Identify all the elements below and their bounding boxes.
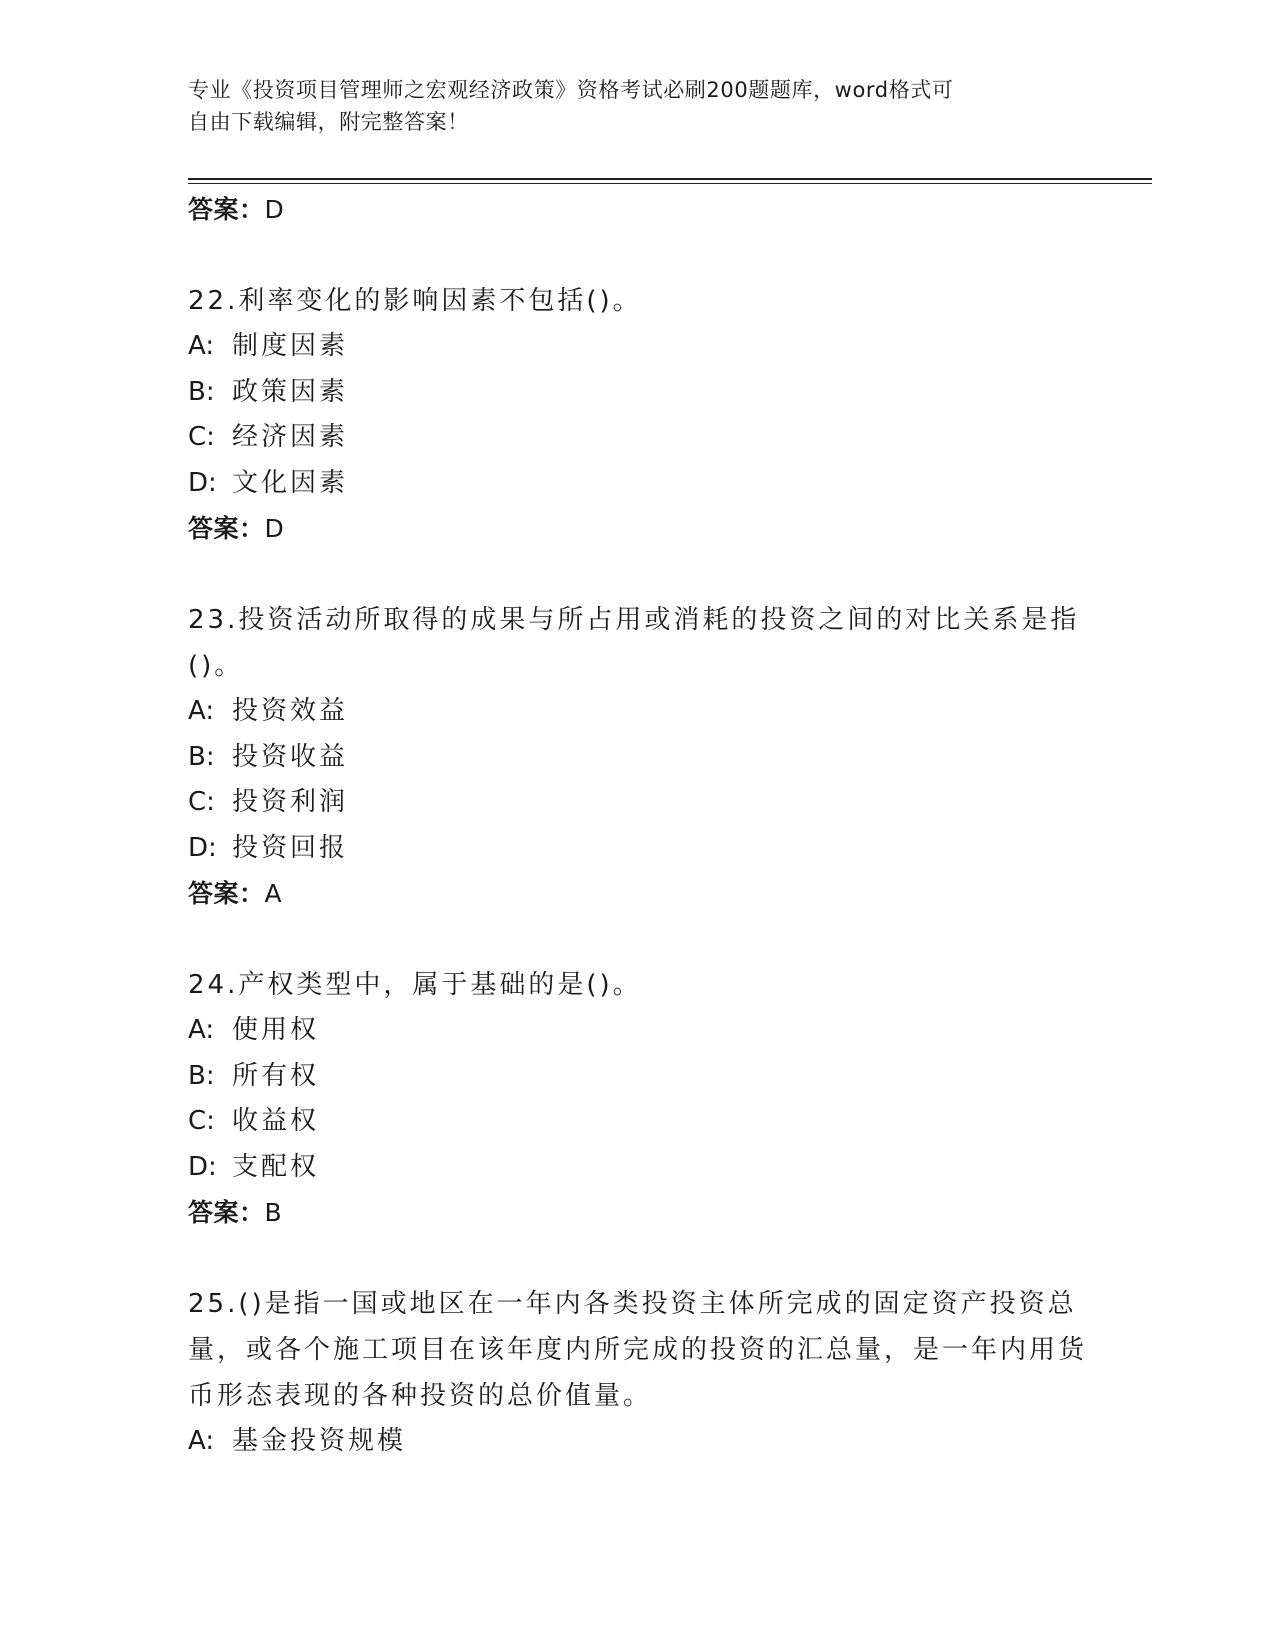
option-text: 基金投资规模 — [232, 1426, 407, 1456]
option-text: 文化因素 — [232, 467, 349, 498]
header-divider-thin — [188, 183, 1152, 184]
spacer — [188, 552, 1088, 597]
option-a — [188, 689, 1088, 735]
option-c — [188, 415, 1088, 461]
question-23 — [188, 597, 1088, 917]
spacer — [188, 1236, 1088, 1281]
question-22 — [188, 278, 1088, 552]
option-text: 政策因素 — [232, 376, 349, 407]
answer-value: D — [264, 514, 285, 543]
answer-label: 答案： — [188, 879, 265, 908]
answer-value: B — [264, 1198, 283, 1227]
document-body — [188, 187, 1088, 1465]
option-letter: C: — [188, 787, 215, 817]
option-text: 制度因素 — [232, 331, 349, 361]
option-a — [188, 1008, 1088, 1054]
option-a — [188, 1419, 1088, 1465]
option-d — [188, 1145, 1088, 1191]
option-d — [188, 826, 1088, 872]
option-c — [188, 1099, 1088, 1145]
option-letter: B: — [188, 1060, 215, 1091]
question-stem: 25.()是指一国或地区在一年内各类投资主体所完成的固定资产投资总量，或各个施工项目在该年度内所完成的投资的汇总量，是一年内用货币形态表现的各种投资的总价值量。 — [188, 1289, 1088, 1411]
answer-line — [188, 187, 1088, 233]
answer-value: A — [264, 879, 283, 908]
option-letter: D: — [188, 1151, 217, 1182]
option-letter: A: — [188, 331, 215, 361]
question-stem: 23.投资活动所取得的成果与所占用或消耗的投资之间的对比关系是指()。 — [188, 605, 1080, 681]
header-divider-thick — [188, 178, 1152, 180]
document-header — [188, 74, 1068, 138]
option-letter: A: — [188, 1426, 215, 1456]
option-letter: A: — [188, 696, 215, 726]
option-letter: A: — [188, 1015, 215, 1045]
answer-label: 答案： — [188, 1198, 265, 1227]
header-line-1: 专业《投资项目管理师之宏观经济政策》资格考试必刷200题题库，word格式可 — [188, 78, 954, 102]
spacer — [188, 233, 1088, 278]
answer-line — [188, 506, 1088, 552]
option-text: 收益权 — [232, 1106, 320, 1136]
option-d — [188, 461, 1088, 507]
option-b — [188, 735, 1088, 781]
option-b — [188, 370, 1088, 416]
answer-line — [188, 1190, 1088, 1236]
option-letter: D: — [188, 832, 217, 863]
header-line-2: 自由下载编辑，附完整答案！ — [188, 110, 469, 134]
option-letter: B: — [188, 376, 215, 407]
option-text: 投资效益 — [232, 696, 349, 726]
option-letter: B: — [188, 741, 215, 772]
option-a — [188, 324, 1088, 370]
answer-line — [188, 871, 1088, 917]
question-stem: 22.利率变化的影响因素不包括()。 — [188, 286, 642, 316]
option-text: 投资利润 — [232, 787, 349, 817]
option-text: 支配权 — [232, 1151, 320, 1182]
option-text: 投资收益 — [232, 741, 349, 772]
option-text: 所有权 — [232, 1060, 320, 1091]
question-25 — [188, 1281, 1088, 1465]
option-letter: D: — [188, 467, 217, 498]
option-c — [188, 780, 1088, 826]
answer-label: 答案： — [188, 514, 265, 543]
option-letter: C: — [188, 1106, 215, 1136]
question-24 — [188, 962, 1088, 1236]
spacer — [188, 917, 1088, 962]
answer-value: D — [264, 195, 285, 224]
question-stem: 24.产权类型中，属于基础的是()。 — [188, 970, 642, 1000]
option-text: 使用权 — [232, 1015, 320, 1045]
option-text: 经济因素 — [232, 422, 349, 452]
option-letter: C: — [188, 422, 215, 452]
option-b — [188, 1054, 1088, 1100]
answer-label: 答案： — [188, 195, 265, 224]
option-text: 投资回报 — [232, 832, 349, 863]
